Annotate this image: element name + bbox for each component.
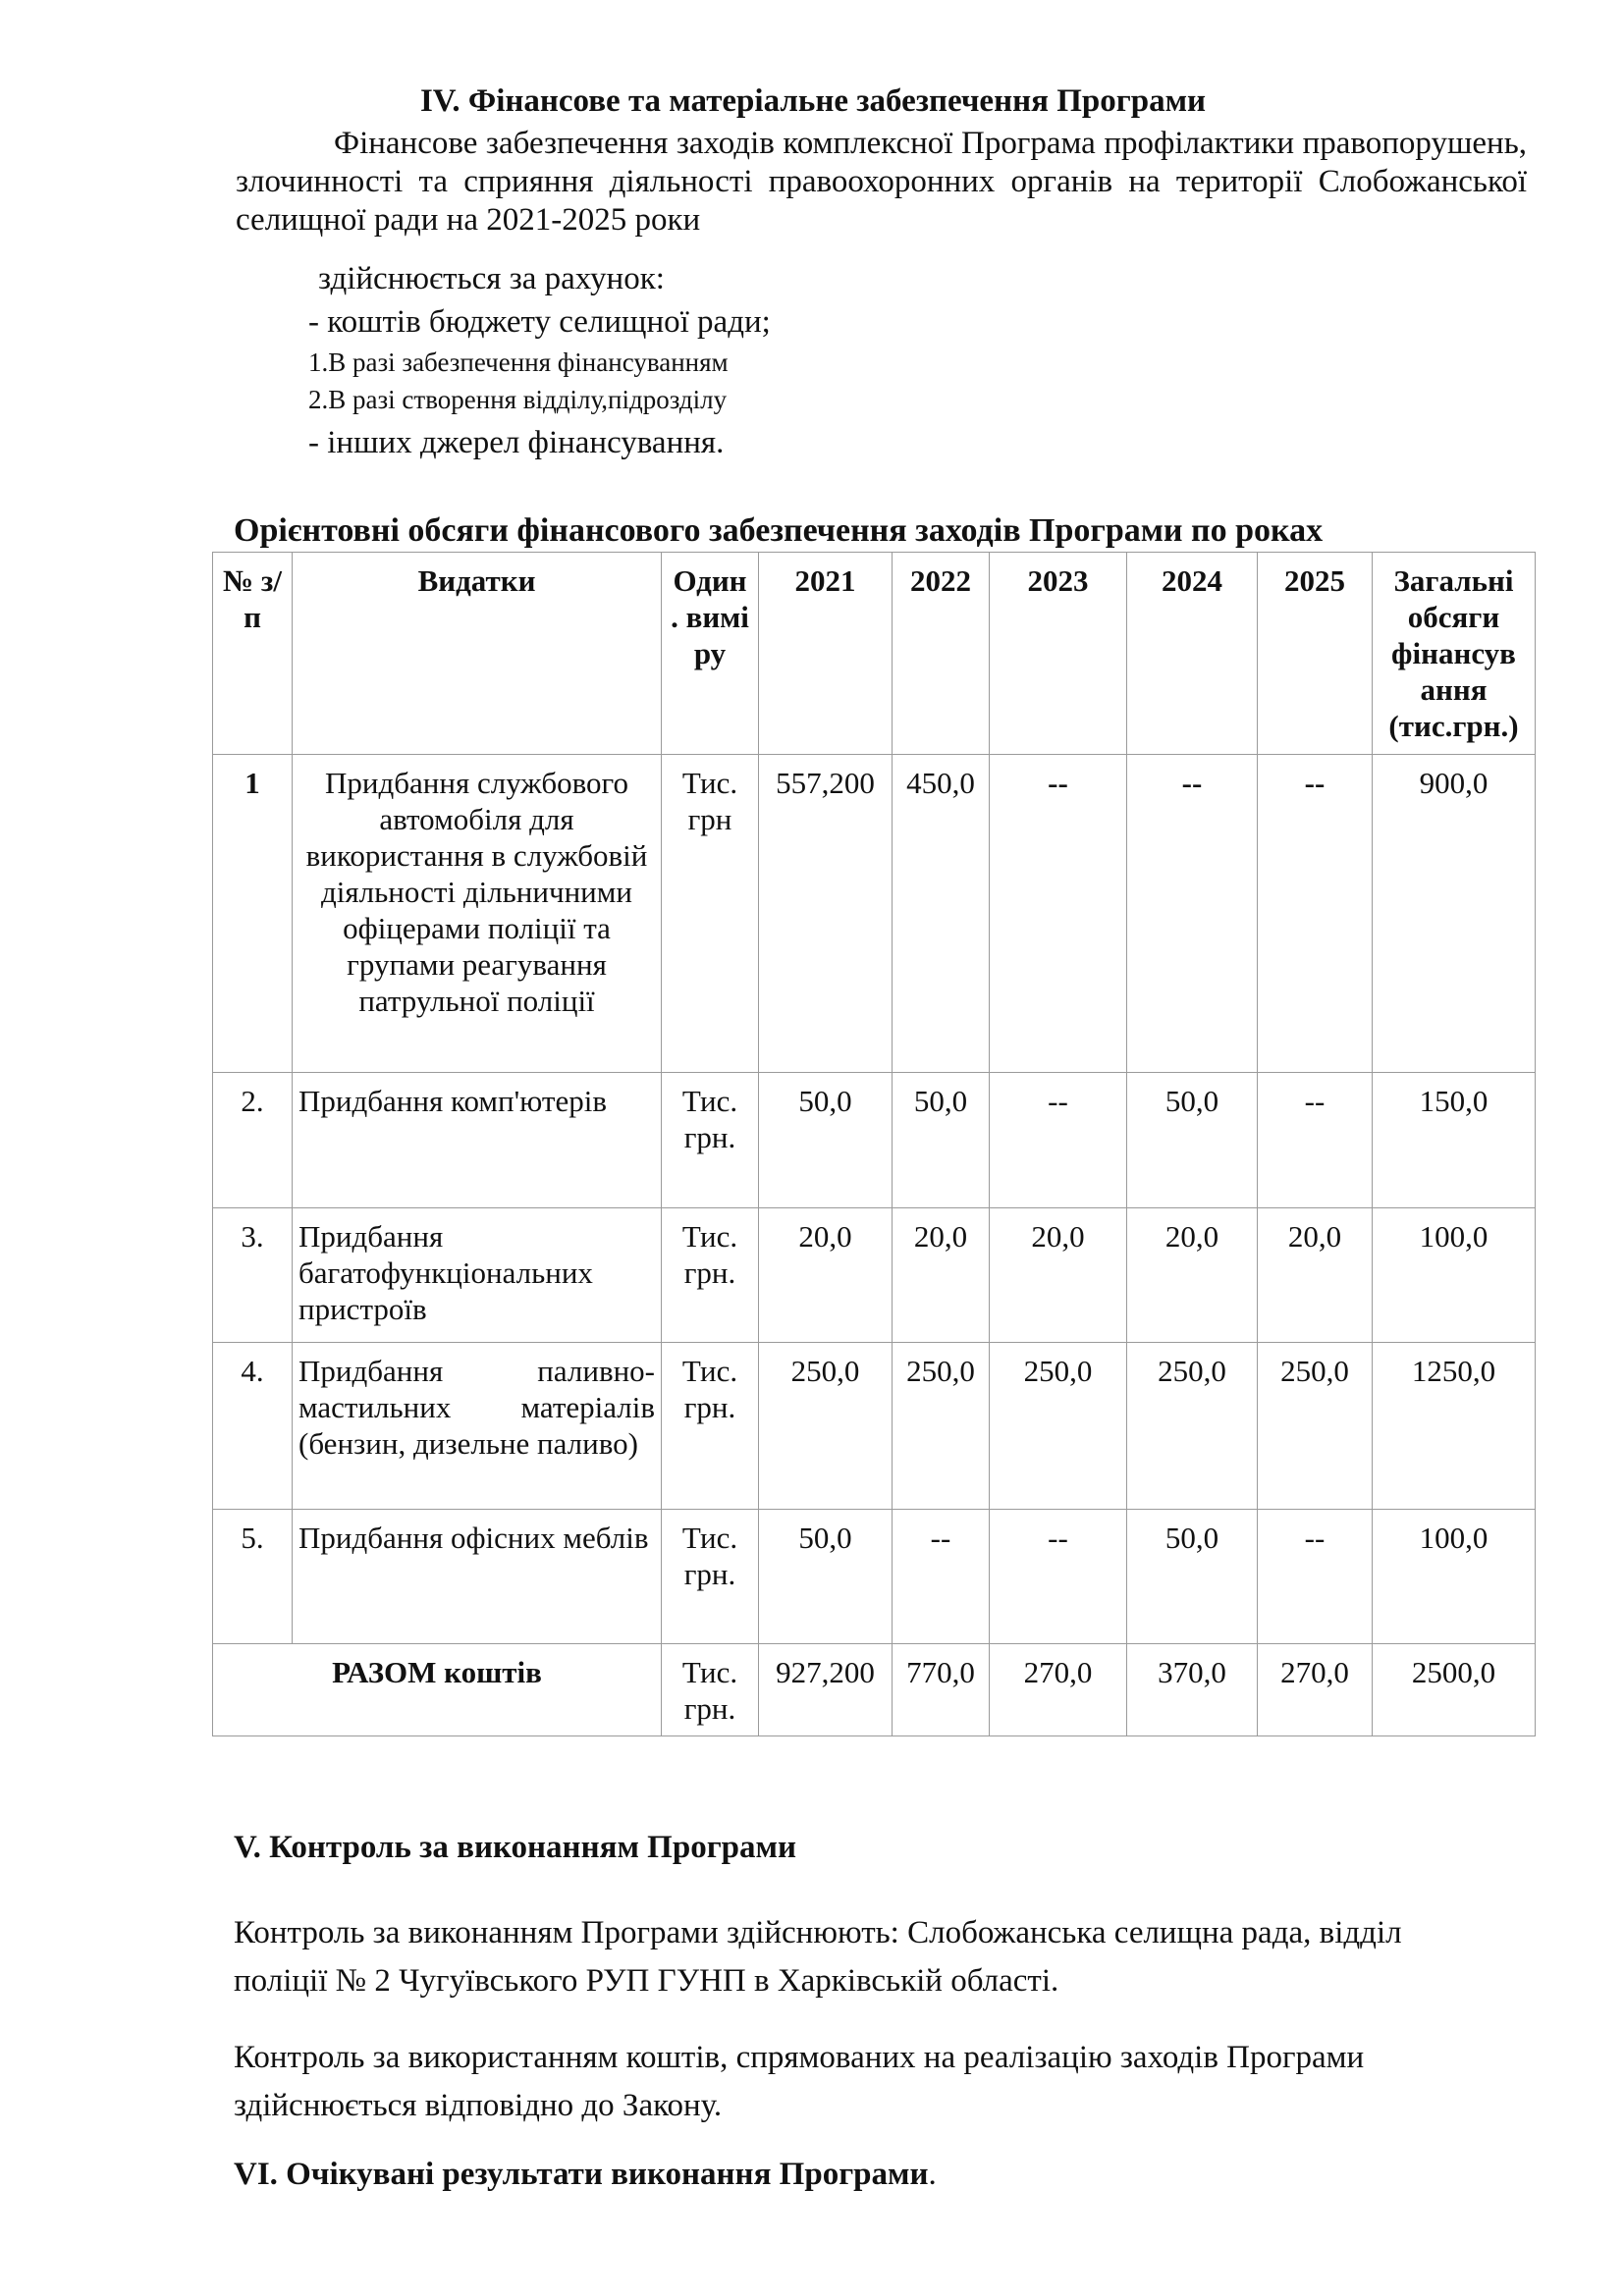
row-expense: Придбання багатофункціональних пристроїв [293,1208,662,1343]
section-6-title: VI. Очікувані результати виконання Програми [234,2157,929,2192]
row-2021: 50,0 [759,1073,893,1208]
row-2024: 250,0 [1127,1343,1258,1510]
section-4-intro: Фінансове забезпечення заходів комплексної Програма профілактики правопорушень, злочинності та сприяння діяльності правоохоронних органів на території Слобожанської селищної ради на 2021-2025 роки [236,126,1527,238]
header-2024: 2024 [1127,553,1258,755]
section-5-paragraph-2: Контроль за використанням коштів, спрямованих на реалізацію заходів Програми здійснюється відповідно до Закону. [234,2040,1365,2123]
row-expense: Придбання службового автомобіля для використання в службовій діяльності дільничними офіцерами поліції та групами реагування патрульної поліції [293,755,662,1073]
header-expenses: Видатки [293,553,662,755]
total-2025: 270,0 [1258,1644,1373,1736]
table-row [213,755,1536,1073]
financing-table [212,552,1536,1736]
table-header-row [213,553,1536,755]
row-unit: Тис. грн. [662,1073,759,1208]
row-total: 900,0 [1373,755,1536,1073]
row-2025: 250,0 [1258,1343,1373,1510]
table-row [213,1208,1536,1343]
row-unit: Тис. грн. [662,1208,759,1343]
table-caption: Орієнтовні обсяги фінансового забезпечення заходів Програми по роках [234,512,1324,549]
header-2022: 2022 [893,553,990,755]
row-2025: -- [1258,1073,1373,1208]
row-total: 150,0 [1373,1073,1536,1208]
row-num: 3. [213,1208,293,1343]
row-total: 100,0 [1373,1208,1536,1343]
row-expense: Придбання комп'ютерів [293,1073,662,1208]
section-6-title-period: . [928,2157,937,2192]
total-2022: 770,0 [893,1644,990,1736]
table-row [213,1510,1536,1644]
row-total: 1250,0 [1373,1343,1536,1510]
row-2023: 250,0 [990,1343,1127,1510]
row-2023: -- [990,1510,1127,1644]
row-2024: 50,0 [1127,1510,1258,1644]
header-num: № з/п [213,553,293,755]
row-unit: Тис. грн. [662,1510,759,1644]
row-2023: -- [990,1073,1127,1208]
funding-item-other: - інших джерел фінансування. [308,425,725,460]
funding-lead: здійснюється за рахунок: [318,261,665,296]
header-2025: 2025 [1258,553,1373,755]
row-2022: 50,0 [893,1073,990,1208]
table-row [213,1343,1536,1510]
row-2025: -- [1258,755,1373,1073]
total-2024: 370,0 [1127,1644,1258,1736]
row-num: 2. [213,1073,293,1208]
row-2023: -- [990,755,1127,1073]
row-num: 1 [213,755,293,1073]
row-2024: 20,0 [1127,1208,1258,1343]
header-unit: Один . вимі ру [662,553,759,755]
section-5-paragraph-1: Контроль за виконанням Програми здійснюють: Слобожанська селищна рада, відділ поліції № 2 Чугуївського РУП ГУНП в Харківській області. [234,1915,1402,1999]
row-expense: Придбання офісних меблів [293,1510,662,1644]
row-2023: 20,0 [990,1208,1127,1343]
table-total-row [213,1644,1536,1736]
row-num: 5. [213,1510,293,1644]
row-unit: Тис. грн. [662,1343,759,1510]
section-6-heading [234,2155,937,2194]
total-2021: 927,200 [759,1644,893,1736]
row-2025: -- [1258,1510,1373,1644]
total-sum: 2500,0 [1373,1644,1536,1736]
row-2021: 20,0 [759,1208,893,1343]
total-unit: Тис. грн. [662,1644,759,1736]
funding-item-budget: - коштів бюджету селищної ради; [308,304,771,340]
row-expense: Придбання паливно-мастильних матеріалів (бензин, дизельне паливо) [293,1343,662,1510]
header-total: Загальні обсяги фінансув ання (тис.грн.) [1373,553,1536,755]
funding-sub-item-1: 1.В разі забезпечення фінансуванням [308,347,729,377]
total-label: РАЗОМ коштів [213,1644,662,1736]
row-total: 100,0 [1373,1510,1536,1644]
total-2023: 270,0 [990,1644,1127,1736]
row-2022: 20,0 [893,1208,990,1343]
section-4-title: IV. Фінансове та матеріальне забезпечення Програми [419,83,1207,119]
row-2025: 20,0 [1258,1208,1373,1343]
funding-sub-item-2: 2.В разі створення відділу,підрозділу [308,385,728,414]
row-unit: Тис. грн [662,755,759,1073]
row-2022: 450,0 [893,755,990,1073]
row-2022: -- [893,1510,990,1644]
row-2021: 50,0 [759,1510,893,1644]
section-5-title: V. Контроль за виконанням Програми [234,1830,797,1865]
table-row [213,1073,1536,1208]
row-2022: 250,0 [893,1343,990,1510]
header-2021: 2021 [759,553,893,755]
row-2021: 557,200 [759,755,893,1073]
header-2023: 2023 [990,553,1127,755]
row-2021: 250,0 [759,1343,893,1510]
row-num: 4. [213,1343,293,1510]
row-2024: 50,0 [1127,1073,1258,1208]
row-2024: -- [1127,755,1258,1073]
